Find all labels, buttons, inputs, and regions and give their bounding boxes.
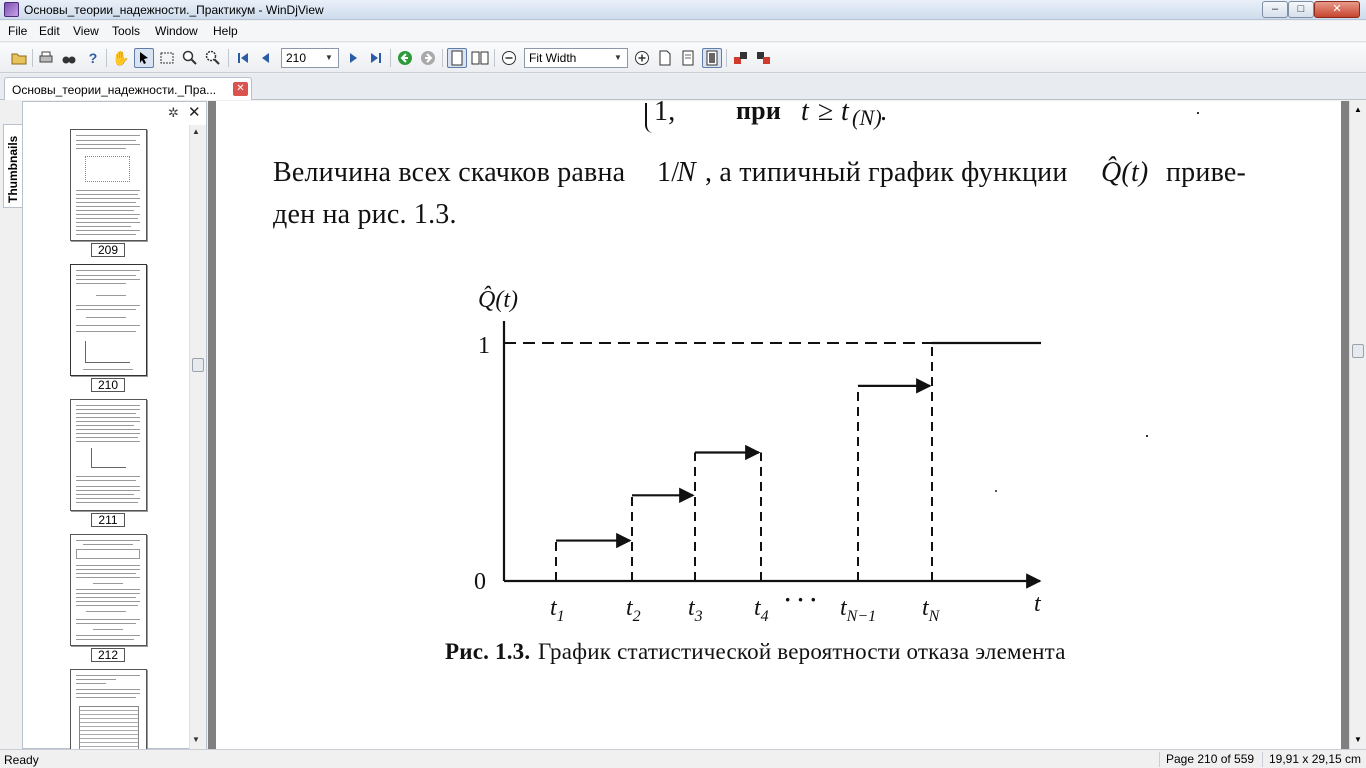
paragraph-function: Q̂(t) — [1101, 157, 1149, 188]
x-tick-label-t1: $t_1$ — [550, 595, 565, 625]
page-number-value: 210 — [286, 51, 307, 65]
prev-page-icon[interactable] — [256, 48, 276, 68]
help-icon[interactable]: ? — [88, 50, 98, 66]
document-scrollbar[interactable] — [1349, 101, 1366, 749]
paragraph-var-n: N — [677, 157, 696, 188]
x-tick-label-t3: $t_3$ — [688, 595, 703, 625]
facing-pages-icon[interactable] — [470, 48, 490, 68]
status-bar — [0, 749, 1366, 768]
thumbnail-page-212[interactable] — [70, 534, 147, 646]
menu-file[interactable]: File — [8, 24, 28, 38]
x-axis-label: t — [1034, 591, 1041, 617]
paragraph-text-line2: ден на рис. 1.3. — [273, 199, 457, 230]
thumbnail-table — [76, 549, 140, 559]
thumbnail-page-number: 210 — [91, 378, 125, 392]
formula-pri: при — [736, 96, 782, 125]
formula-geq: ≥ — [818, 96, 834, 127]
select-text-icon[interactable] — [134, 48, 154, 68]
x-tick-label-tn: $t_N$ — [922, 595, 940, 625]
next-page-icon[interactable] — [343, 48, 363, 68]
menu-bar — [0, 21, 1366, 42]
thumbnails-panel — [22, 101, 207, 749]
figure-caption-text: График статистической вероятности отказа элемента — [538, 639, 1066, 664]
x-tick-label-tn-1: $t_{N-1}$ — [840, 595, 877, 625]
y-tick-label-1: 1 — [478, 333, 490, 359]
zoom-icon[interactable] — [180, 48, 200, 68]
thumbnail-page-209[interactable] — [70, 129, 147, 241]
zoom-rect-icon[interactable] — [203, 48, 223, 68]
chevron-down-icon: ▼ — [614, 53, 622, 62]
toolbar-separator — [32, 49, 33, 67]
thumbnail-page-number: 211 — [91, 513, 125, 527]
thumbnail-figure — [85, 341, 130, 363]
page-width-icon[interactable] — [655, 48, 675, 68]
status-text: Ready — [4, 753, 39, 767]
paragraph-text-part3: приве- — [1166, 157, 1246, 188]
hand-tool-icon[interactable]: ✋ — [112, 50, 130, 66]
menu-help[interactable]: Help — [213, 24, 238, 38]
toolbar-separator — [726, 49, 727, 67]
zoom-combo[interactable] — [524, 48, 628, 68]
thumbnail-page-213[interactable] — [70, 669, 147, 749]
scroll-down-icon[interactable]: ▼ — [1354, 735, 1362, 744]
toolbar — [0, 43, 1366, 73]
toolbar-separator — [390, 49, 391, 67]
window-title: Основы_теории_надежности._Практикум - WinDjView — [24, 3, 324, 17]
close-panel-button[interactable]: ✕ — [188, 104, 201, 121]
sidebar-tab-thumbnails[interactable] — [3, 124, 22, 208]
chevron-down-icon: ▼ — [325, 53, 333, 62]
scroll-up-icon[interactable]: ▲ — [1354, 105, 1362, 114]
thumbnails-scrollbar[interactable] — [189, 125, 206, 749]
document-tab-bar — [0, 74, 1366, 100]
figure-caption-number: Рис. 1.3. — [445, 639, 531, 664]
thumbnail-page-number: 209 — [91, 243, 125, 257]
forward-icon[interactable] — [418, 48, 438, 68]
thumbnail-page-211[interactable] — [70, 399, 147, 511]
zoom-out-icon[interactable] — [499, 48, 519, 68]
find-icon[interactable] — [59, 48, 79, 68]
zoom-in-icon[interactable] — [632, 48, 652, 68]
y-tick-label-0: 0 — [474, 569, 486, 595]
formula-t-n: t — [841, 96, 849, 127]
page-icon[interactable] — [678, 48, 698, 68]
thumbnail-table — [79, 706, 139, 750]
toolbar-separator — [494, 49, 495, 67]
document-tab[interactable] — [4, 77, 252, 100]
scan-speck — [1146, 435, 1148, 437]
open-folder-icon[interactable] — [9, 48, 29, 68]
y-axis-label: Q̂(t) — [478, 287, 518, 313]
document-tab-label: Основы_теории_надежности._Пра... — [12, 83, 217, 97]
document-page[interactable] — [216, 96, 1341, 749]
toolbar-separator — [106, 49, 107, 67]
single-page-icon[interactable] — [447, 48, 467, 68]
toolbar-separator — [442, 49, 443, 67]
rotate-right-icon[interactable] — [754, 48, 774, 68]
thumbnail-figure — [91, 448, 126, 468]
menu-window[interactable]: Window — [155, 24, 198, 38]
menu-view[interactable]: View — [73, 24, 99, 38]
page-number-combo[interactable] — [281, 48, 339, 68]
formula-t-var: t — [801, 96, 809, 127]
menu-edit[interactable]: Edit — [39, 24, 60, 38]
status-page-size: 19,91 x 29,15 cm — [1262, 752, 1361, 767]
title-bar — [0, 0, 1366, 20]
gear-icon[interactable]: ✲ — [168, 105, 179, 120]
last-page-icon[interactable] — [366, 48, 386, 68]
maximize-button[interactable]: □ — [1288, 1, 1314, 18]
minimize-button[interactable]: – — [1262, 1, 1288, 18]
scroll-down-icon[interactable]: ▼ — [192, 735, 200, 744]
close-window-button[interactable]: ✕ — [1314, 1, 1360, 18]
close-tab-button[interactable]: ✕ — [233, 82, 248, 96]
app-icon — [4, 2, 19, 17]
scrollbar-thumb[interactable] — [192, 358, 204, 372]
thumbnail-page-210[interactable] — [70, 264, 147, 376]
sidebar-tab-label: Thumbnails — [6, 135, 20, 203]
chart-figure — [466, 271, 1066, 631]
scan-speck — [1197, 112, 1199, 114]
full-page-icon[interactable] — [702, 48, 722, 68]
select-rect-icon[interactable] — [157, 48, 177, 68]
x-tick-label-t4: $t_4$ — [754, 595, 769, 625]
formula-one: 1, — [654, 96, 676, 127]
first-page-icon[interactable] — [233, 48, 253, 68]
paragraph-fraction: 1/ — [657, 157, 680, 188]
thumbnail-page-number: 212 — [91, 648, 125, 662]
scrollbar-thumb[interactable] — [1352, 344, 1364, 358]
x-tick-label-t2: $t_2$ — [626, 595, 641, 625]
formula-period: . — [880, 96, 888, 127]
back-icon[interactable] — [395, 48, 415, 68]
rotate-left-icon[interactable] — [731, 48, 751, 68]
status-page-info: Page 210 of 559 — [1159, 752, 1254, 767]
toolbar-separator — [228, 49, 229, 67]
thumbnail-figure — [85, 156, 130, 182]
menu-tools[interactable]: Tools — [112, 24, 141, 38]
paragraph-text-part2: , а типичный график функции — [705, 157, 1068, 188]
zoom-value: Fit Width — [529, 51, 577, 65]
scroll-up-icon[interactable]: ▲ — [192, 127, 200, 136]
x-tick-label-ellipsis: · · · — [784, 587, 818, 612]
print-icon[interactable] — [36, 48, 56, 68]
paragraph-text-part1: Величина всех скачков равна — [273, 157, 626, 188]
formula-subscript-n: (N) — [852, 105, 882, 130]
